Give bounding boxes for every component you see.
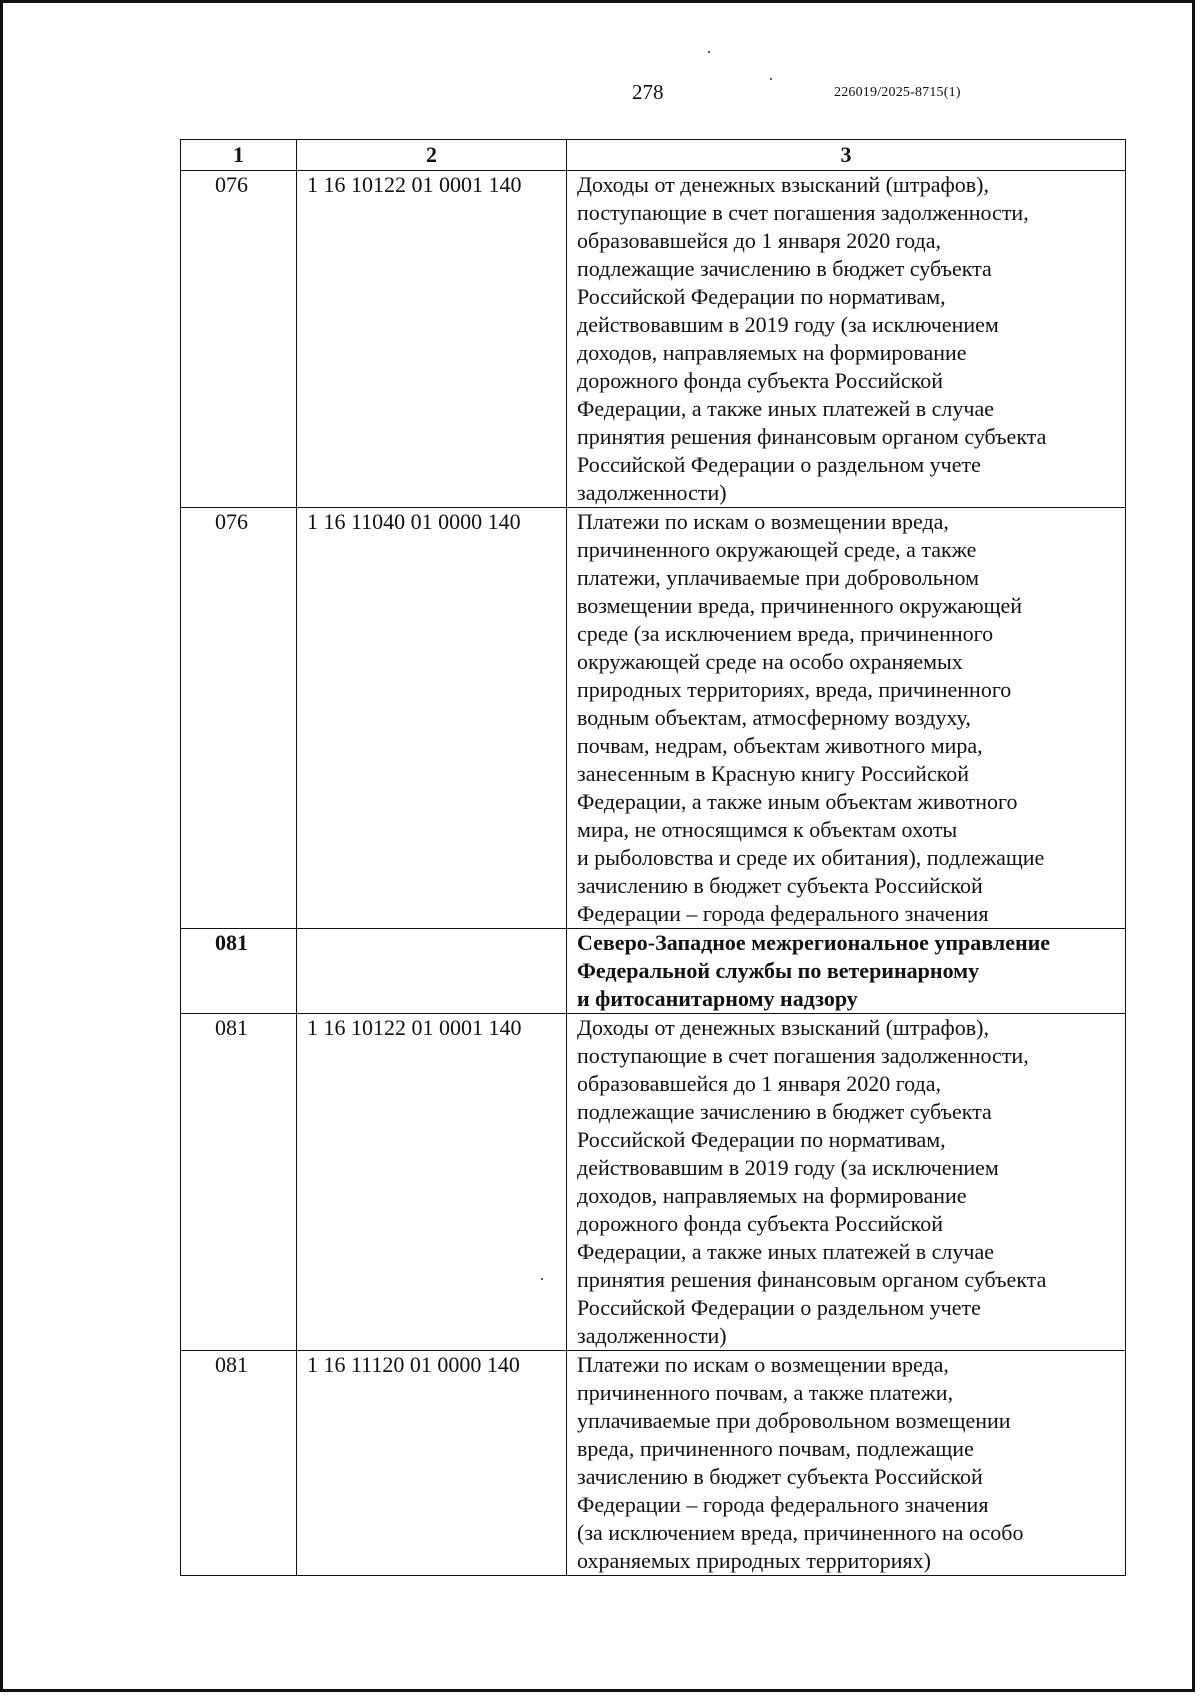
- description-cell: Платежи по искам о возмещении вреда, причиненного почвам, а также платежи, уплачиваемые при добровольном возмещении вреда, причиненного почвам, подлежащие зачислению в бюджет субъекта Российской Федерации – города федерального значения (за исключением вреда, причиненного на особо охраняемых природных территориях): [567, 1351, 1126, 1576]
- table-row: [181, 1351, 1126, 1576]
- budget-code-cell: 1 16 10122 01 0001 140: [297, 171, 567, 508]
- budget-code-cell: [297, 929, 567, 1014]
- scan-speck: [770, 78, 772, 80]
- description-cell: Северо-Западное межрегиональное управление Федеральной службы по ветеринарному и фитосанитарному надзору: [567, 929, 1126, 1014]
- budget-code-cell: 1 16 11120 01 0000 140: [297, 1351, 567, 1576]
- page-number: 278: [632, 80, 664, 104]
- document-reference: 226019/2025-8715(1): [834, 85, 961, 100]
- budget-code-cell: 1 16 11040 01 0000 140: [297, 508, 567, 929]
- description-cell: Платежи по искам о возмещении вреда, причиненного окружающей среде, а также платежи, уплачиваемые при добровольном возмещении вреда, причиненного окружающей среде (за исключением вреда, причиненного окружающей среде на особо охраняемых природных территориях, вреда, причиненного водным объектам, атмосферному воздуху, почвам, недрам, объектам животного мира, занесенным в Красную книгу Российской Федерации, а также иным объектам животного мира, не относящимся к объектам охоты и рыболовства и среде их обитания), подлежащие зачислению в бюджет субъекта Российской Федерации – города федерального значения: [567, 508, 1126, 929]
- budget-code-cell: 1 16 10122 01 0001 140: [297, 1014, 567, 1351]
- admin-code-cell: 076: [181, 508, 297, 929]
- column-header-2: 2: [297, 140, 567, 171]
- column-header-1: 1: [181, 140, 297, 171]
- table-header-row: [181, 140, 1126, 171]
- admin-code-cell: 081: [181, 1014, 297, 1351]
- description-cell: Доходы от денежных взысканий (штрафов), поступающие в счет погашения задолженности, образовавшейся до 1 января 2020 года, подлежащие зачислению в бюджет субъекта Российской Федерации по нормативам, действовавшим в 2019 году (за исключением доходов, направляемых на формирование дорожного фонда субъекта Российской Федерации, а также иных платежей в случае принятия решения финансовым органом субъекта Российской Федерации о раздельном учете задолженности): [567, 1014, 1126, 1351]
- admin-code-cell: 081: [181, 929, 297, 1014]
- description-cell: Доходы от денежных взысканий (штрафов), поступающие в счет погашения задолженности, образовавшейся до 1 января 2020 года, подлежащие зачислению в бюджет субъекта Российской Федерации по нормативам, действовавшим в 2019 году (за исключением доходов, направляемых на формирование дорожного фонда субъекта Российской Федерации, а также иных платежей в случае принятия решения финансовым органом субъекта Российской Федерации о раздельном учете задолженности): [567, 171, 1126, 508]
- admin-code-cell: 076: [181, 171, 297, 508]
- table-row: [181, 171, 1126, 508]
- table-row: [181, 1014, 1126, 1351]
- table-row: [181, 508, 1126, 929]
- column-header-3: 3: [567, 140, 1126, 171]
- scan-speck: [708, 51, 710, 53]
- budget-codes-table: [180, 139, 1126, 1576]
- table-row-section-header: [181, 929, 1126, 1014]
- admin-code-cell: 081: [181, 1351, 297, 1576]
